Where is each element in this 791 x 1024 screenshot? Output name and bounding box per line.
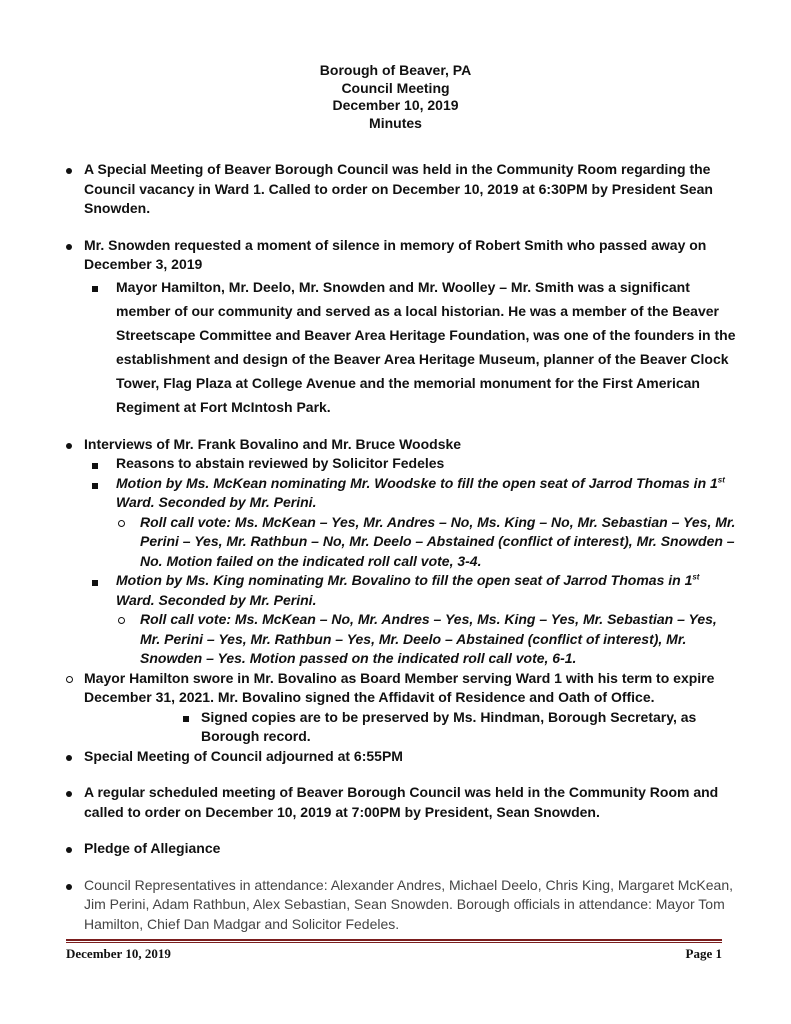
pledge-text: Pledge of Allegiance (84, 840, 221, 856)
list-item-motion-2 (66, 571, 736, 610)
vote-2-text: Roll call vote: Ms. McKean – No, Mr. Andres – Yes, Ms. King – Yes, Mr. Sebastian – Yes, Mr. Perini – Yes, Mr. Rathbun – Yes, Mr. Deelo – Abstained (conflict of interest), Mr. Snowden – Yes. Motion passed on the indicated roll call vote, 6-1. (140, 611, 717, 666)
interviews-text: Interviews of Mr. Frank Bovalino and Mr. Bruce Woodske (84, 435, 462, 452)
header-minutes: Minutes (369, 114, 422, 131)
regular-meeting-text: A regular scheduled meeting of Beaver Borough Council was held in the Community Room and called to order on December 10, 2019 at 7:00PM by President, Sean Snowden. (84, 784, 719, 820)
footer-divider-thin (66, 942, 722, 943)
signed-copies-text: Signed copies are to be preserved by Ms. Hindman, Borough Secretary, as Borough record. (201, 708, 697, 744)
bullet-icon (66, 876, 84, 896)
circle-bullet-icon (66, 669, 84, 689)
list-item-adjourned (66, 747, 736, 767)
footer-page-number: Page 1 (685, 946, 722, 961)
header-meeting-type: Council Meeting (341, 79, 450, 96)
circle-bullet-icon (118, 610, 136, 630)
list-item-interviews (66, 435, 736, 455)
list-item-pledge (66, 839, 736, 859)
list-item-special-meeting (66, 160, 736, 219)
list-item-regular-meeting (66, 783, 736, 822)
motion-1-ordinal: st (717, 474, 725, 484)
minutes-body (66, 160, 736, 934)
footer-divider (66, 939, 722, 941)
list-item-motion-1 (66, 474, 736, 513)
list-item-silence-tribute (66, 275, 736, 419)
square-bullet-icon (92, 275, 110, 299)
square-bullet-icon (92, 572, 110, 592)
square-bullet-icon (92, 475, 110, 495)
document-header (0, 62, 791, 132)
circle-bullet-icon (118, 513, 136, 533)
silence-tribute-text: Mayor Hamilton, Mr. Deelo, Mr. Snowden and Mr. Woolley – Mr. Smith was a significant member of our community and served as a local historian. He was a member of the Beaver Streetscape Committee and Beaver Area Heritage Foundation, was one of the founders in the establishment and design of the Beaver Area Heritage Museum, planner of the Beaver Clock Tower, Flag Plaza at College Avenue and the memorial monument for the First American Regiment at Fort McIntosh Park. (116, 278, 736, 415)
header-borough: Borough of Beaver, PA (319, 62, 472, 78)
bullet-icon (66, 747, 84, 767)
list-item-signed-copies (66, 708, 736, 747)
attendance-text: Council Representatives in attendance: Alexander Andres, Michael Deelo, Chris King, Margaret McKean, Jim Perini, Adam Rathbun, Alex Sebastian, Sean Snowden. Borough officials in attendance: Mayor Tom Hamilton, Chief Dan Madgar and Solicitor Fedeles. (84, 876, 734, 932)
sworn-in-text: Mayor Hamilton swore in Mr. Bovalino as Board Member serving Ward 1 with his term to expire December 31, 2021. Mr. Bovalino signed the Affidavit of Residence and Oath of Office. (84, 669, 715, 705)
list-item-silence (66, 236, 736, 275)
bullet-icon (66, 236, 84, 256)
vote-1-text: Roll call vote: Ms. McKean – Yes, Mr. Andres – No, Ms. King – No, Mr. Sebastian – Yes, Mr. Perini – Yes, Mr. Rathbun – No, Mr. Deelo – Abstained (conflict of interest), Mr. Snowden – No. Motion failed on the indicated roll call vote, 3-4. (140, 513, 736, 569)
list-item-vote-2 (66, 610, 736, 669)
motion-2-text: Motion by Ms. King nominating Mr. Bovalino to fill the open seat of Jarrod Thomas in 1 (116, 572, 693, 588)
bullet-icon (66, 839, 84, 859)
square-bullet-icon (92, 455, 110, 475)
square-bullet-icon (183, 708, 201, 728)
motion-1-text-end: Ward. Seconded by Mr. Perini. (116, 494, 317, 510)
list-item-attendance (66, 876, 736, 935)
list-item-sworn-in (66, 669, 736, 708)
header-date: December 10, 2019 (332, 97, 459, 113)
list-item-abstain (66, 454, 736, 474)
bullet-icon (66, 783, 84, 803)
adjourned-text: Special Meeting of Council adjourned at 6:55PM (84, 747, 403, 764)
motion-2-ordinal: st (692, 572, 700, 582)
abstain-text: Reasons to abstain reviewed by Solicitor Fedeles (116, 455, 445, 471)
footer-date: December 10, 2019 (66, 946, 171, 961)
list-item-vote-1 (66, 513, 736, 572)
special-meeting-text: A Special Meeting of Beaver Borough Council was held in the Community Room regarding the Council vacancy in Ward 1. Called to order on December 10, 2019 at 6:30PM by President Sean Snowden. (84, 161, 713, 216)
motion-2-text-end: Ward. Seconded by Mr. Perini. (116, 591, 317, 608)
bullet-icon (66, 435, 84, 455)
motion-1-text: Motion by Ms. McKean nominating Mr. Woodske to fill the open seat of Jarrod Thomas in 1 (116, 474, 718, 491)
bullet-icon (66, 160, 84, 180)
silence-text: Mr. Snowden requested a moment of silence in memory of Robert Smith who passed away on December 3, 2019 (84, 236, 707, 272)
